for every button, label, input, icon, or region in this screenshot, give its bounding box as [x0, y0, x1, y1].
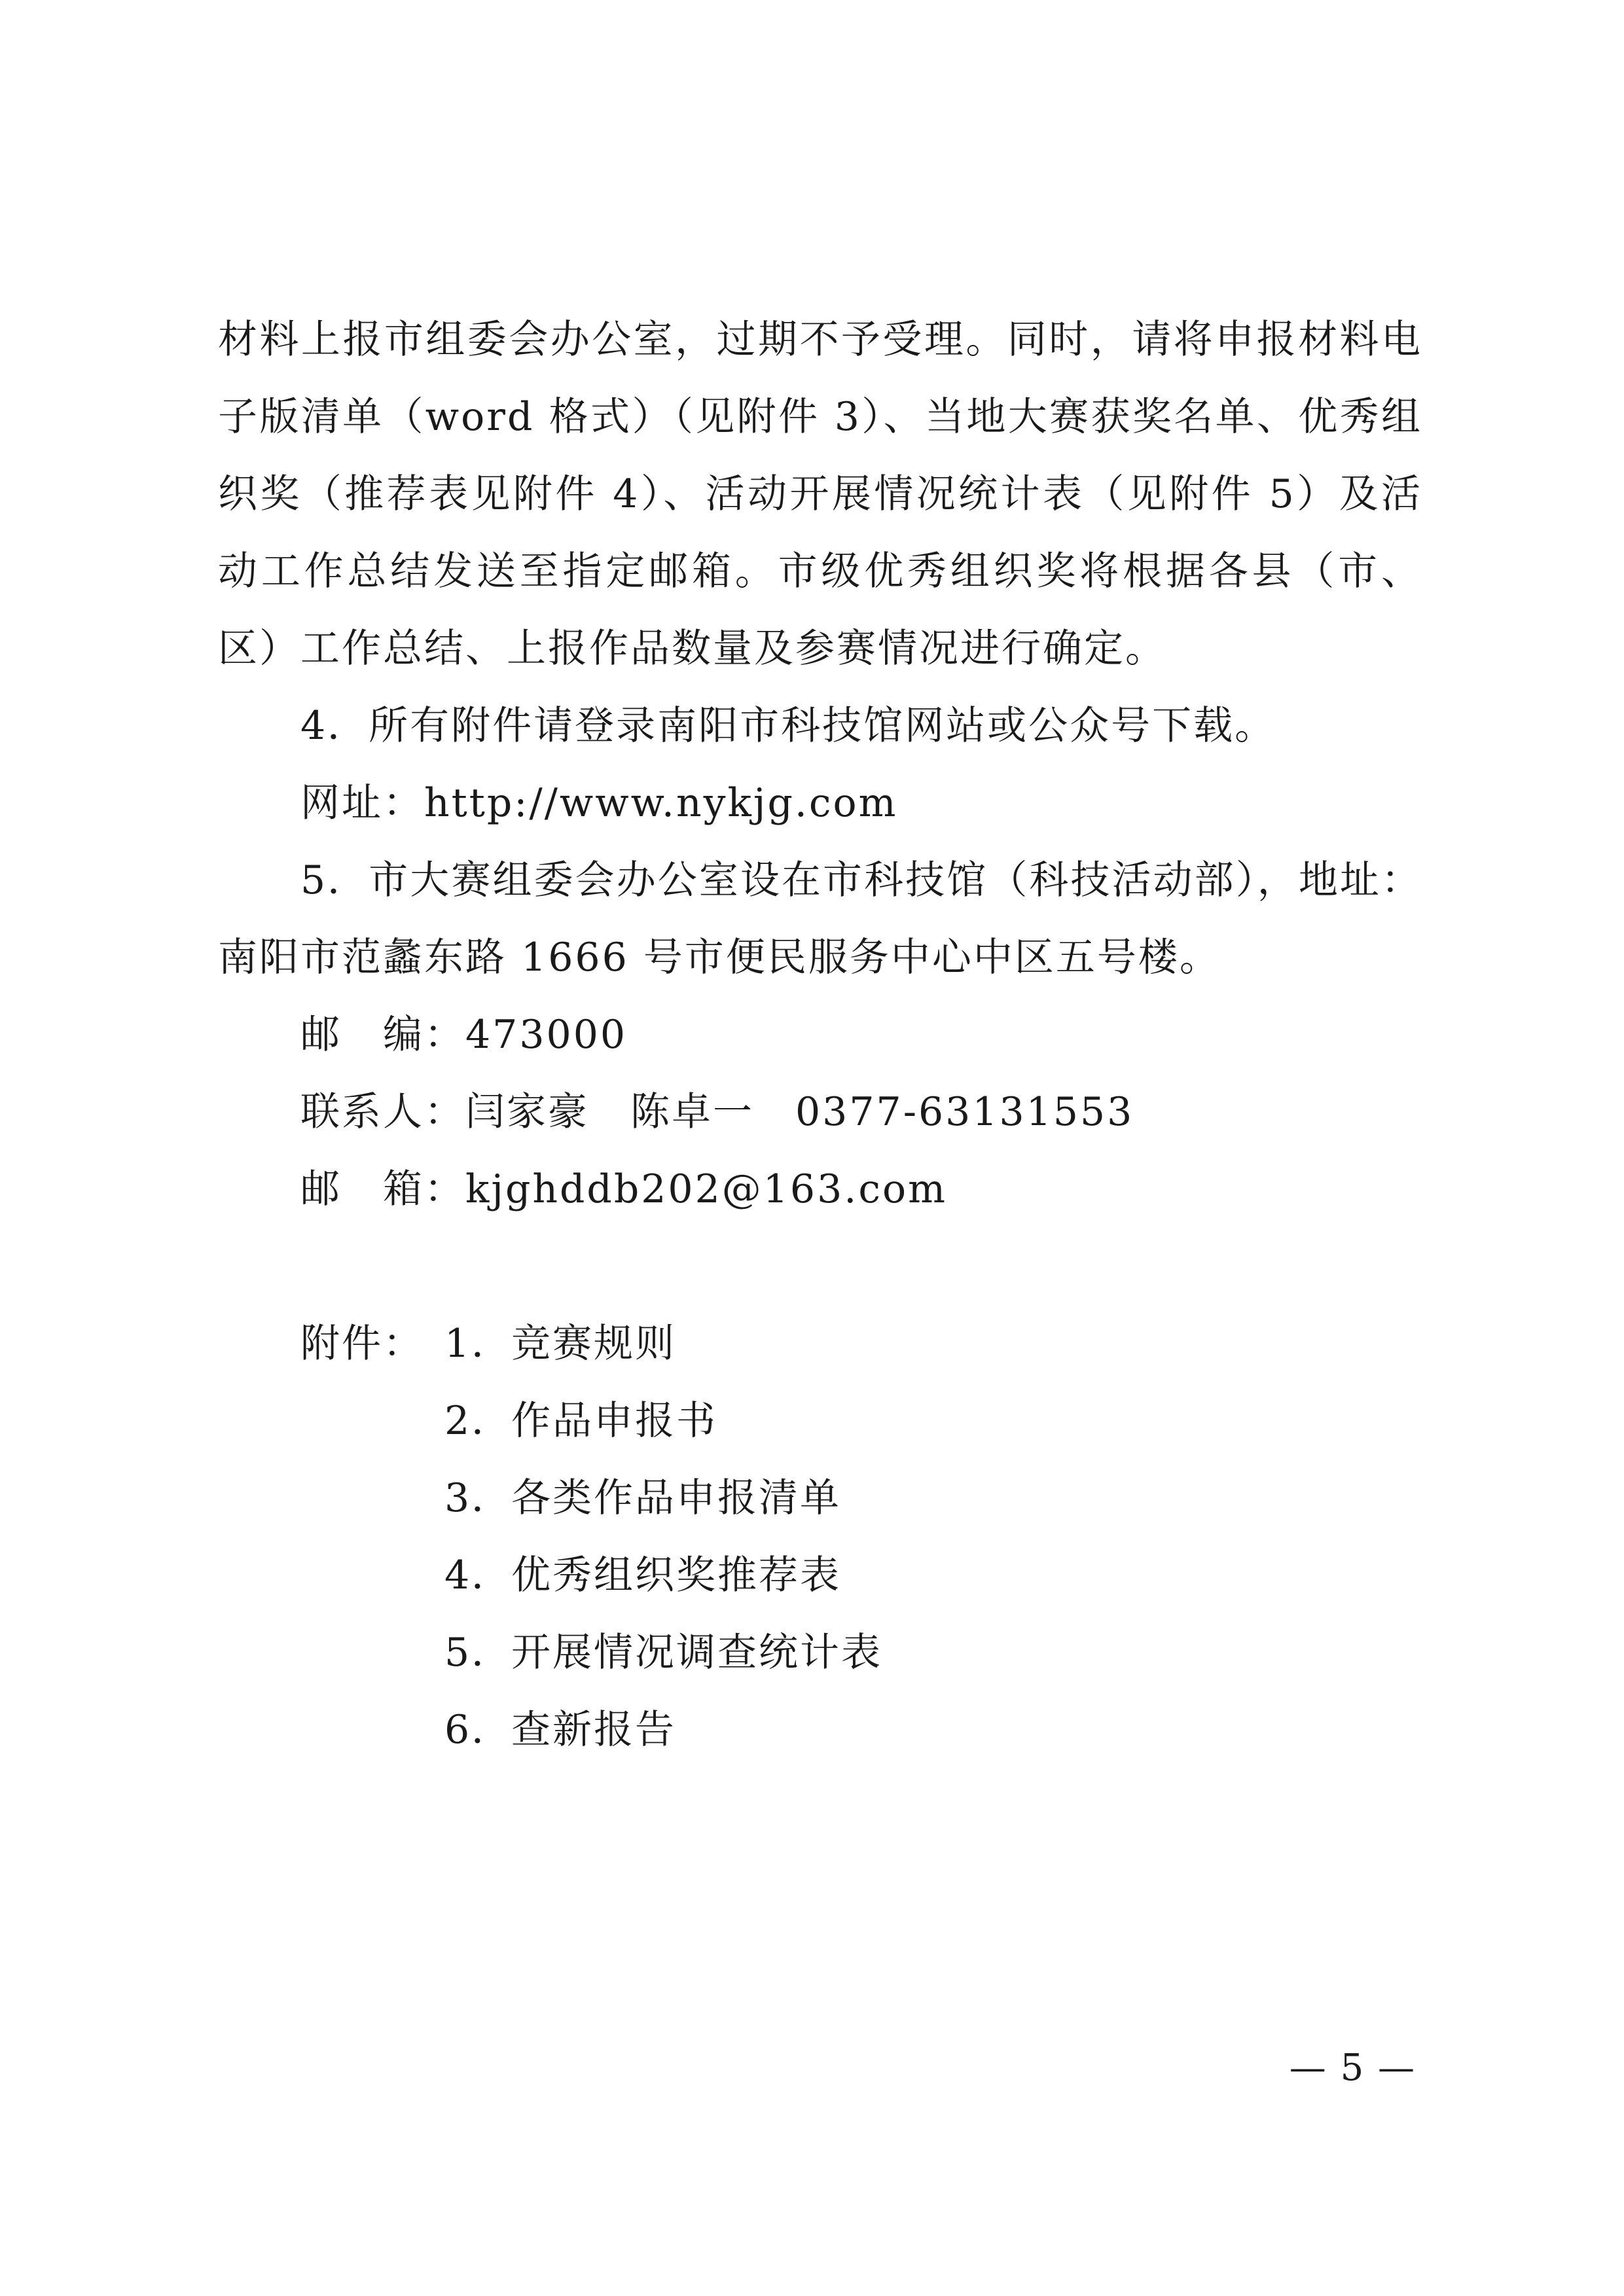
attachment-number: 3． — [444, 1475, 513, 1521]
attachment-row — [218, 1614, 1422, 1691]
attachment-row — [218, 1460, 1422, 1537]
attachment-row — [218, 1382, 1422, 1460]
attachment-row — [218, 1305, 1422, 1382]
attachment-number: 6． — [444, 1707, 513, 1753]
attachment-title: 查新报告 — [511, 1707, 676, 1753]
attachment-title: 开展情况调查统计表 — [511, 1630, 882, 1676]
website-line: 网址：http://www.nykjg.com — [300, 780, 898, 826]
spacer — [218, 1228, 1422, 1305]
document-body — [218, 301, 1422, 1768]
attachment-row — [218, 1537, 1422, 1614]
paragraph-item-5: 5．市大赛组委会办公室设在市科技馆（科技活动部），地址：南阳市范蠡东路 1666 号市便民服务中心中区五号楼。 — [218, 857, 1422, 980]
attachment-number: 5． — [444, 1630, 513, 1676]
postcode-line: 邮 编：473000 — [300, 1012, 628, 1058]
attachment-title: 各类作品申报清单 — [511, 1475, 841, 1521]
attachment-title: 竞赛规则 — [511, 1321, 676, 1367]
contact-line: 联系人：闫家豪 陈卓一 0377-63131553 — [300, 1089, 1134, 1135]
paragraph-item-4: 4．所有附件请登录南阳市科技馆网站或公众号下载。 — [300, 703, 1276, 749]
attachment-number: 2． — [444, 1398, 513, 1444]
attachment-title: 作品申报书 — [511, 1398, 717, 1444]
attachment-row — [218, 1691, 1422, 1768]
page-number: — 5 — — [1289, 2047, 1416, 2089]
attachment-number: 4． — [444, 1552, 513, 1598]
attachments-label: 附件： — [300, 1321, 424, 1367]
paragraph-submission: 材料上报市组委会办公室，过期不予受理。同时，请将申报材料电子版清单（word 格式）（见附件 3）、当地大赛获奖名单、优秀组织奖（推荐表见附件 4）、活动开展情况统计表（见附件 5）及活动工作总结发送至指定邮箱。市级优秀组织奖将根据各县（市、区）工作总结、上报作品数量及参赛情况进行确定。 — [218, 317, 1422, 672]
attachment-number: 1． — [444, 1321, 513, 1367]
email-line: 邮 箱：kjghddb202@163.com — [300, 1166, 947, 1212]
attachment-title: 优秀组织奖推荐表 — [511, 1552, 841, 1598]
